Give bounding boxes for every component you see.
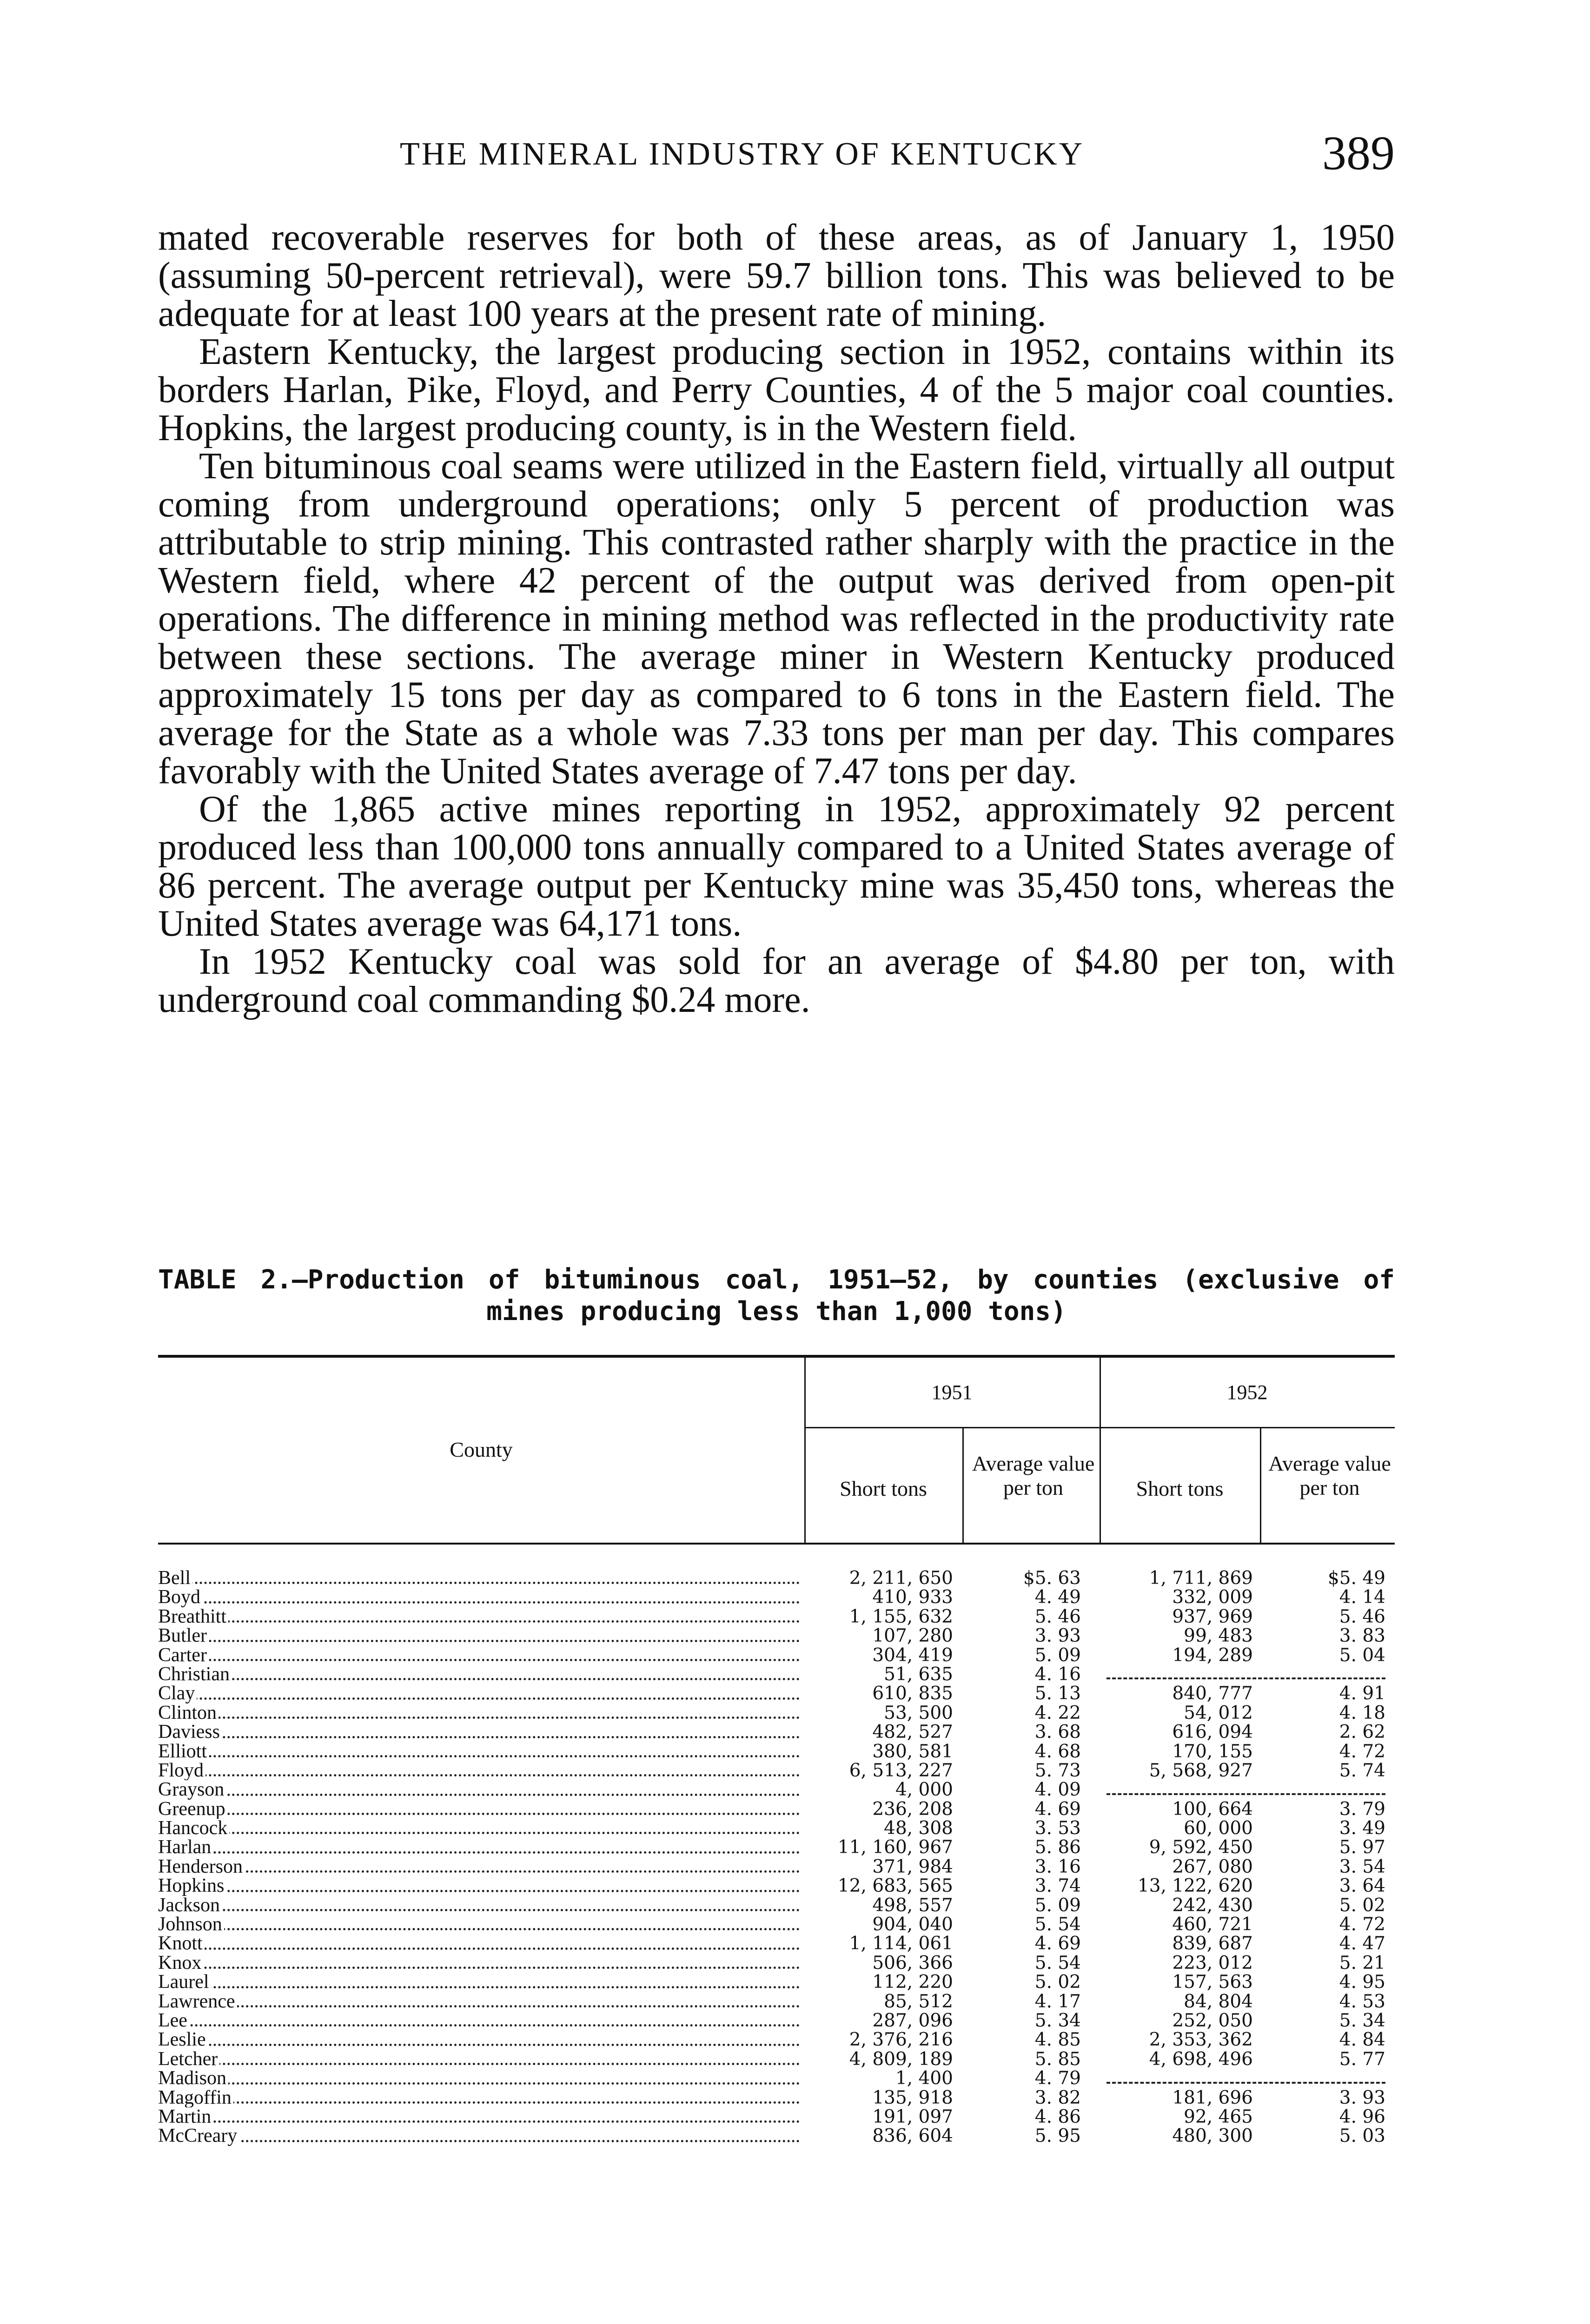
avg-value-1952: 4. 84 <box>1339 2029 1385 2051</box>
short-tons-1952: 616, 094 <box>1172 1722 1253 1743</box>
body-text <box>158 218 1395 1019</box>
running-title: THE MINERAL INDUSTRY OF KENTUCKY <box>400 136 1085 172</box>
table-row <box>158 1723 1395 1742</box>
county-cell <box>158 2030 800 2049</box>
avg-value-1951: 4. 49 <box>1034 1587 1081 1608</box>
table-body <box>158 1569 1395 2146</box>
avg-value-1951: 4. 69 <box>1034 1933 1081 1954</box>
short-tons-1951: 191, 097 <box>872 2106 953 2127</box>
paragraph-4: Of the 1,865 active mines reporting in 1952, approximately 92 percent produced less than 100,000 tons annually compared to a United States average of 86 percent. The average output per Kentucky mine was 35,450 tons, whereas the United States average was 64,171 tons. <box>158 789 1395 944</box>
county-name: Bell <box>158 1569 192 1588</box>
county-name: Clinton <box>158 1703 219 1723</box>
table-row <box>158 1607 1395 1626</box>
short-tons-1952: 267, 080 <box>1172 1856 1253 1877</box>
county-cell <box>158 1896 800 1915</box>
avg-value-1951: 4. 86 <box>1034 2106 1081 2127</box>
county-cell <box>158 1780 800 1799</box>
avg-value-1951: 4. 69 <box>1034 1798 1081 1820</box>
table-row <box>158 2030 1395 2049</box>
header-subrule <box>804 1427 1395 1428</box>
table-row <box>158 1819 1395 1838</box>
county-cell <box>158 2050 800 2069</box>
county-name: Greenup <box>158 1800 227 1819</box>
short-tons-1951: 610, 835 <box>872 1683 953 1704</box>
table-row <box>158 1761 1395 1780</box>
short-tons-1952: 13, 122, 620 <box>1137 1875 1253 1897</box>
county-cell <box>158 1800 800 1819</box>
caption-line-2: mines producing less than 1,000 tons) <box>486 1296 1067 1327</box>
short-tons-1952: 181, 696 <box>1172 2087 1253 2108</box>
county-name: Johnson <box>158 1915 224 1934</box>
avg-value-1951: 5. 02 <box>1034 1972 1081 1993</box>
avg-value-1951: 5. 95 <box>1034 2126 1081 2147</box>
avg-value-1951: 4. 68 <box>1034 1741 1081 1762</box>
avg-value-1951: 3. 68 <box>1034 1722 1081 1743</box>
county-cell <box>158 2069 800 2088</box>
county-name: Magoffin <box>158 2088 233 2107</box>
county-name: Hopkins <box>158 1876 226 1895</box>
short-tons-1952: 223, 012 <box>1172 1952 1253 1974</box>
short-tons-1951: 112, 220 <box>872 1972 953 1993</box>
avg-value-1952: 3. 64 <box>1339 1875 1385 1897</box>
table-row <box>158 1934 1395 1953</box>
short-tons-1951: 48, 308 <box>884 1818 953 1839</box>
avg-value-1952: 5. 21 <box>1339 1952 1385 1974</box>
short-tons-1951: 506, 366 <box>872 1952 953 1974</box>
paragraph-5: In 1952 Kentucky coal was sold for an average of $4.80 per ton, with underground coal commanding $0.24 more. <box>158 941 1395 1020</box>
short-tons-1952: 84, 804 <box>1184 1991 1253 2012</box>
avg-value-1952: 4. 91 <box>1339 1683 1385 1704</box>
short-tons-1951: 236, 208 <box>872 1798 953 1820</box>
avg-value-1951: 5. 09 <box>1034 1644 1081 1666</box>
county-cell <box>158 1723 800 1742</box>
county-name: Letcher <box>158 2050 219 2069</box>
county-cell <box>158 1761 800 1780</box>
county-name: Leslie <box>158 2030 208 2049</box>
county-cell <box>158 1646 800 1665</box>
county-name: Madison <box>158 2069 228 2088</box>
table-row <box>158 2050 1395 2069</box>
county-name: Hancock <box>158 1819 229 1838</box>
short-tons-1951: 6, 513, 227 <box>849 1760 953 1781</box>
short-tons-1952: 194, 289 <box>1172 1644 1253 1666</box>
county-cell <box>158 1684 800 1703</box>
county-name: Breathitt <box>158 1607 228 1626</box>
avg-value-1952: 4. 96 <box>1339 2106 1385 2127</box>
table-row <box>158 1588 1395 1607</box>
short-tons-1951: 304, 419 <box>872 1644 953 1666</box>
table-row <box>158 1800 1395 1819</box>
county-name: Boyd <box>158 1588 202 1607</box>
short-tons-1952: 99, 483 <box>1184 1625 1253 1647</box>
county-cell <box>158 1915 800 1934</box>
county-name: Carter <box>158 1646 209 1665</box>
avg-value-1951: 3. 82 <box>1034 2087 1081 2108</box>
short-tons-1951: 4, 809, 189 <box>849 2048 953 2070</box>
county-name: Clay <box>158 1684 197 1703</box>
short-tons-1952: 840, 777 <box>1172 1683 1253 1704</box>
county-cell <box>158 1934 800 1953</box>
county-cell <box>158 1954 800 1973</box>
short-tons-1951: 1, 155, 632 <box>849 1606 953 1627</box>
short-tons-1951: 482, 527 <box>872 1722 953 1743</box>
table-row <box>158 2069 1395 2088</box>
county-name: Lee <box>158 2011 189 2030</box>
short-tons-1952: 252, 050 <box>1172 2010 1253 2031</box>
short-tons-1951: 2, 376, 216 <box>849 2029 953 2051</box>
short-tons-1951: 410, 933 <box>872 1587 953 1608</box>
county-cell <box>158 1857 800 1876</box>
county-cell <box>158 1992 800 2011</box>
short-tons-1951-header: Short tons <box>840 1477 927 1500</box>
short-tons-1951: 4, 000 <box>895 1779 953 1801</box>
document-page <box>158 0 1395 2324</box>
caption-line-1: —Production of bituminous coal, 1951–52, by counties (exclusive of <box>292 1265 1395 1295</box>
table-row <box>158 1954 1395 1973</box>
column-divider <box>962 1427 964 1543</box>
county-cell <box>158 1973 800 1992</box>
short-tons-1952: 5, 568, 927 <box>1149 1760 1253 1781</box>
short-tons-1951: 51, 635 <box>884 1664 953 1685</box>
avg-value-1951: 5. 86 <box>1034 1837 1081 1858</box>
county-cell <box>158 1703 800 1723</box>
short-tons-1951: 380, 581 <box>872 1741 953 1762</box>
short-tons-1952-header: Short tons <box>1136 1477 1224 1500</box>
short-tons-1951: 2, 211, 650 <box>849 1568 953 1589</box>
avg-value-1952: 5. 74 <box>1339 1760 1385 1781</box>
short-tons-1952: 4, 698, 496 <box>1149 2048 1253 2070</box>
county-cell <box>158 1569 800 1588</box>
county-cell <box>158 1876 800 1895</box>
short-tons-1952: 170, 155 <box>1172 1741 1253 1762</box>
avg-value-1952: 3. 93 <box>1339 2087 1385 2108</box>
table-row <box>158 1742 1395 1761</box>
avg-value-1952: 5. 97 <box>1339 1837 1385 1858</box>
short-tons-1951: 107, 280 <box>872 1625 953 1647</box>
county-name: Knox <box>158 1954 203 1973</box>
avg-value-1952: 4. 18 <box>1339 1702 1385 1723</box>
table-row <box>158 1646 1395 1665</box>
table-label: TABLE 2. <box>158 1265 292 1295</box>
county-header: County <box>450 1438 513 1461</box>
short-tons-1951: 1, 114, 061 <box>849 1933 953 1954</box>
avg-value-1952: 5. 02 <box>1339 1895 1385 1916</box>
production-table <box>158 1355 1395 2266</box>
county-name: Knott <box>158 1934 205 1953</box>
short-tons-1951: 498, 557 <box>872 1895 953 1916</box>
short-tons-1951: 135, 918 <box>872 2087 953 2108</box>
avg-value-1952: 3. 79 <box>1339 1798 1385 1820</box>
paragraph-3: Ten bituminous coal seams were utilized in the Eastern field, virtually all output coming from underground operations; only 5 percent of production was attributable to strip mining. This contrasted rather sharply with the practice in the Western field, where 42 percent of the output was derived from open-pit operations. The difference in mining method was reflected in the productivity rate between these sections. The average miner in Western Kentucky produced approximately 15 tons per day as compared to 6 tons in the Eastern field. The average for the State as a whole was 7.33 tons per man per day. This compares favorably with the United States average of 7.47 tons per day. <box>158 446 1395 792</box>
county-cell <box>158 1742 800 1761</box>
county-cell <box>158 1626 800 1645</box>
county-name: Martin <box>158 2107 213 2126</box>
no-data-dashes <box>1106 1780 1385 1799</box>
avg-value-1951: 4. 09 <box>1034 1779 1081 1801</box>
avg-value-1951: 5. 34 <box>1034 2010 1081 2031</box>
table-row <box>158 2107 1395 2126</box>
avg-value-1952: 5. 04 <box>1339 1644 1385 1666</box>
avg-value-1951: 5. 09 <box>1034 1895 1081 1916</box>
avg-value-1951: 5. 54 <box>1034 1952 1081 1974</box>
avg-value-1952: 2. 62 <box>1339 1722 1385 1743</box>
short-tons-1952: 242, 430 <box>1172 1895 1253 1916</box>
short-tons-1952: 100, 664 <box>1172 1798 1253 1820</box>
table-row <box>158 1992 1395 2011</box>
county-name: Harlan <box>158 1838 213 1857</box>
table-row <box>158 1569 1395 1588</box>
short-tons-1952: 9, 592, 450 <box>1149 1837 1253 1858</box>
table-caption <box>158 1264 1395 1327</box>
year-1952-header: 1952 <box>1226 1381 1268 1404</box>
county-cell <box>158 1588 800 1607</box>
running-head <box>158 126 1395 187</box>
avg-value-1951: 5. 54 <box>1034 1914 1081 1935</box>
paragraph-2: Eastern Kentucky, the largest producing section in 1952, contains within its borders Harlan, Pike, Floyd, and Perry Counties, 4 of the 5 major coal counties. Hopkins, the largest producing county, is in the Western field. <box>158 331 1395 449</box>
short-tons-1952: 54, 012 <box>1184 1702 1253 1723</box>
table-row <box>158 2011 1395 2030</box>
table-row <box>158 1915 1395 1934</box>
short-tons-1951: 904, 040 <box>872 1914 953 1935</box>
short-tons-1952: 92, 465 <box>1184 2106 1253 2127</box>
avg-value-1951: 4. 16 <box>1034 1664 1081 1685</box>
avg-value-1951-header: Average value per ton <box>972 1452 1095 1499</box>
short-tons-1952: 60, 000 <box>1184 1818 1253 1839</box>
table-row <box>158 1626 1395 1645</box>
short-tons-1951: 371, 984 <box>872 1856 953 1877</box>
short-tons-1951: 53, 500 <box>884 1702 953 1723</box>
year-1951-header: 1951 <box>931 1381 973 1404</box>
county-cell <box>158 1665 800 1684</box>
avg-value-1952: 5. 34 <box>1339 2010 1385 2031</box>
county-cell <box>158 1819 800 1838</box>
avg-value-1951: 3. 53 <box>1034 1818 1081 1839</box>
short-tons-1952: 1, 711, 869 <box>1149 1568 1253 1589</box>
table-row <box>158 1703 1395 1723</box>
table-row <box>158 1665 1395 1684</box>
table-row <box>158 1973 1395 1992</box>
table-row <box>158 1838 1395 1857</box>
county-name: Henderson <box>158 1857 245 1876</box>
county-name: Floyd <box>158 1761 205 1780</box>
avg-value-1951: 4. 85 <box>1034 2029 1081 2051</box>
avg-value-1952: 3. 83 <box>1339 1625 1385 1647</box>
avg-value-1951: 5. 73 <box>1034 1760 1081 1781</box>
page-number: 389 <box>1322 126 1395 180</box>
avg-value-1952: 4. 72 <box>1339 1741 1385 1762</box>
avg-value-1952: 4. 47 <box>1339 1933 1385 1954</box>
avg-value-1952: 4. 53 <box>1339 1991 1385 2012</box>
table-row <box>158 1857 1395 1876</box>
avg-value-1951: $5. 63 <box>1023 1568 1081 1589</box>
county-cell <box>158 1838 800 1857</box>
avg-value-1952-header: Average value per ton <box>1268 1452 1391 1499</box>
avg-value-1951: 5. 85 <box>1034 2048 1081 2070</box>
county-name: McCreary <box>158 2126 239 2146</box>
header-bottom-rule <box>158 1543 1395 1545</box>
table-row <box>158 1684 1395 1703</box>
avg-value-1952: 5. 77 <box>1339 2048 1385 2070</box>
avg-value-1952: 4. 72 <box>1339 1914 1385 1935</box>
county-cell <box>158 1607 800 1626</box>
paragraph-1: mated recoverable reserves for both of these areas, as of January 1, 1950 (assuming 50-percent retrieval), were 59.7 billion tons. This was believed to be adequate for at least 100 years at the present rate of mining. <box>158 217 1395 334</box>
county-name: Elliott <box>158 1742 209 1761</box>
short-tons-1952: 937, 969 <box>1172 1606 1253 1627</box>
county-name: Lawrence <box>158 1992 237 2011</box>
short-tons-1951: 287, 096 <box>872 2010 953 2031</box>
county-name: Laurel <box>158 1973 211 1992</box>
county-name: Daviess <box>158 1723 222 1742</box>
avg-value-1951: 4. 79 <box>1034 2068 1081 2089</box>
county-cell <box>158 2126 800 2146</box>
avg-value-1951: 5. 13 <box>1034 1683 1081 1704</box>
avg-value-1952: 3. 54 <box>1339 1856 1385 1877</box>
column-divider <box>1260 1427 1261 1543</box>
table-top-rule <box>158 1355 1395 1358</box>
county-name: Grayson <box>158 1780 226 1799</box>
county-cell <box>158 2107 800 2126</box>
avg-value-1952: 5. 46 <box>1339 1606 1385 1627</box>
avg-value-1952: $5. 49 <box>1327 1568 1385 1589</box>
avg-value-1952: 5. 03 <box>1339 2126 1385 2147</box>
short-tons-1951: 836, 604 <box>872 2126 953 2147</box>
table-row <box>158 2088 1395 2107</box>
short-tons-1952: 157, 563 <box>1172 1972 1253 1993</box>
county-cell <box>158 2088 800 2107</box>
avg-value-1951: 3. 16 <box>1034 1856 1081 1877</box>
short-tons-1952: 839, 687 <box>1172 1933 1253 1954</box>
short-tons-1952: 332, 009 <box>1172 1587 1253 1608</box>
county-name: Christian <box>158 1665 232 1684</box>
short-tons-1951: 1, 400 <box>895 2068 953 2089</box>
no-data-dashes <box>1106 1665 1385 1684</box>
avg-value-1952: 4. 95 <box>1339 1972 1385 1993</box>
table-row <box>158 1780 1395 1799</box>
county-name: Butler <box>158 1626 209 1645</box>
short-tons-1951: 11, 160, 967 <box>837 1837 953 1858</box>
avg-value-1951: 3. 93 <box>1034 1625 1081 1647</box>
short-tons-1952: 480, 300 <box>1172 2126 1253 2147</box>
table-row <box>158 1876 1395 1895</box>
table-row <box>158 1896 1395 1915</box>
short-tons-1951: 12, 683, 565 <box>837 1875 953 1897</box>
avg-value-1951: 5. 46 <box>1034 1606 1081 1627</box>
avg-value-1951: 3. 74 <box>1034 1875 1081 1897</box>
avg-value-1951: 4. 22 <box>1034 1702 1081 1723</box>
short-tons-1951: 85, 512 <box>884 1991 953 2012</box>
table-row <box>158 2126 1395 2146</box>
short-tons-1952: 2, 353, 362 <box>1149 2029 1253 2051</box>
avg-value-1952: 3. 49 <box>1339 1818 1385 1839</box>
avg-value-1952: 4. 14 <box>1339 1587 1385 1608</box>
short-tons-1952: 460, 721 <box>1172 1914 1253 1935</box>
county-name: Jackson <box>158 1896 222 1915</box>
avg-value-1951: 4. 17 <box>1034 1991 1081 2012</box>
county-cell <box>158 2011 800 2030</box>
no-data-dashes <box>1106 2069 1385 2088</box>
